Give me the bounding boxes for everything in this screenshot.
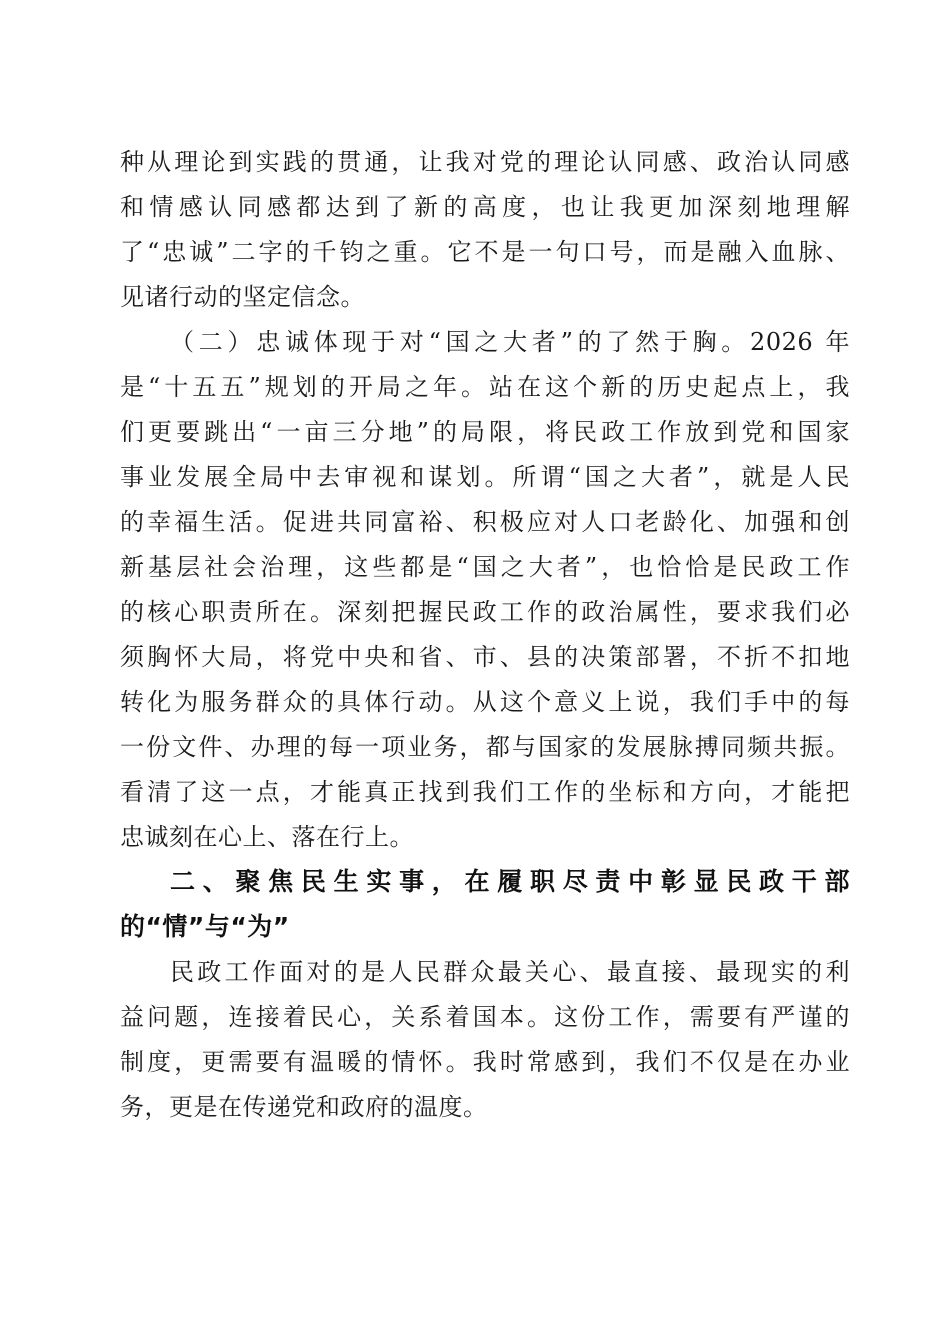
body-text-line: 新基层社会治理，这些都是“国之大者”，也恰恰是民政工作 [120, 553, 850, 581]
body-text-line: 了“忠诚”二字的千钧之重。它不是一句口号，而是融入血脉、 [120, 238, 850, 266]
body-text-line: 制度，更需要有温暖的情怀。我时常感到，我们不仅是在办业 [120, 1048, 850, 1076]
body-text-line: 看清了这一点，才能真正找到我们工作的坐标和方向，才能把 [120, 778, 850, 806]
body-text-line: 的幸福生活。促进共同富裕、积极应对人口老龄化、加强和创 [120, 508, 850, 536]
body-text-line: 务，更是在传递党和政府的温度。 [120, 1093, 488, 1121]
section-heading: 二、聚焦民生实事，在履职尽责中彰显民政干部 [170, 867, 850, 896]
section-heading-continued: 的“情”与“为” [120, 912, 290, 941]
subsection-heading-line: （二）忠诚体现于对“国之大者”的了然于胸。2026 年 [170, 328, 850, 356]
body-text-line: 益问题，连接着民心，关系着国本。这份工作，需要有严谨的 [120, 1003, 850, 1031]
body-text-line: 们更要跳出“一亩三分地”的局限，将民政工作放到党和国家 [120, 418, 850, 446]
body-text-line: 见诸行动的坚定信念。 [120, 283, 365, 311]
body-text-line: 民政工作面对的是人民群众最关心、最直接、最现实的利 [170, 958, 850, 986]
body-text-line: 转化为服务群众的具体行动。从这个意义上说，我们手中的每 [120, 688, 850, 716]
body-text-line: 种从理论到实践的贯通，让我对党的理论认同感、政治认同感 [120, 148, 850, 176]
body-text-line: 和情感认同感都达到了新的高度，也让我更加深刻地理解 [120, 193, 850, 221]
body-text-line: 的核心职责所在。深刻把握民政工作的政治属性，要求我们必 [120, 598, 850, 626]
body-text-line: 事业发展全局中去审视和谋划。所谓“国之大者”，就是人民 [120, 463, 850, 491]
body-text-line: 是“十五五”规划的开局之年。站在这个新的历史起点上，我 [120, 373, 850, 401]
body-text-line: 须胸怀大局，将党中央和省、市、县的决策部署，不折不扣地 [120, 643, 850, 671]
body-text-line: 忠诚刻在心上、落在行上。 [120, 823, 414, 851]
body-text-line: 一份文件、办理的每一项业务，都与国家的发展脉搏同频共振。 [120, 733, 850, 761]
